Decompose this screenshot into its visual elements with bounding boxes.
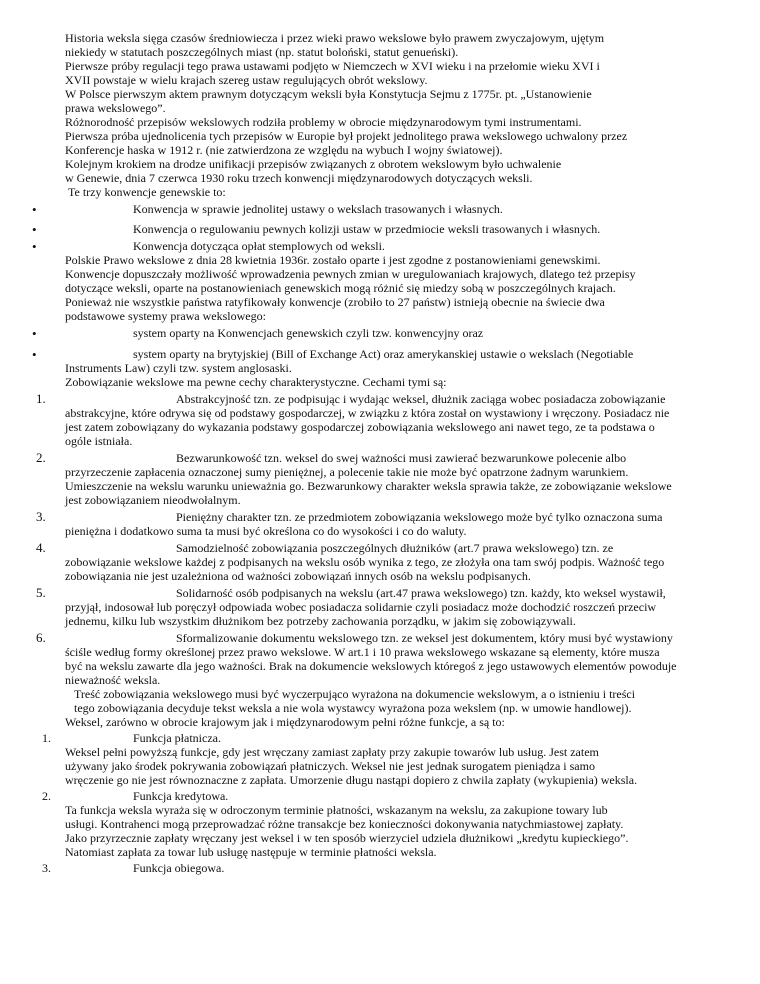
- feature-item: [0, 510, 760, 538]
- text-line: jest zatem zobowiązany do wykazania podstawy gospodarczej zobowiązania wekslowego ani nawet tego, ze ta podstawa o: [65, 420, 655, 434]
- feature-item: [0, 451, 760, 507]
- bullet-icon: •: [32, 239, 37, 254]
- text-line: używany jako środek pokrywania zobowiązań płatniczych. Weksel nie jest jednak surogatem pieniądza i samo: [65, 759, 595, 773]
- text-line: wręczenie go nie jest równoznaczne z zapłata. Umorzenie długu nastąpi dopiero z chwila zapłaty (wykupienia) weksla.: [65, 773, 638, 787]
- list-number: 4.: [36, 540, 46, 555]
- text-line: Ta funkcja weksla wyraża się w odroczonym terminie płatności, wskazanym na wekslu, za zakupione towary lub: [65, 803, 608, 817]
- text-line: Kolejnym krokiem na drodze unifikacji przepisów związanych z obrotem wekslowym było uchwalenie: [65, 157, 562, 171]
- intro-section: [0, 31, 760, 199]
- list-number: 3.: [42, 861, 51, 875]
- feature-first-line: Abstrakcyjność tzn. ze podpisując i wydając weksel, dłużnik zaciąga wobec posiadacza zobowiązanie: [176, 392, 666, 406]
- text-line: XVII powstaje w wielu krajach szereg ustaw regulujących obrót wekslowy.: [65, 73, 428, 87]
- text-line: Natomiast zapłata za towar lub usługę następuje w terminie płatności weksla.: [65, 845, 437, 859]
- text-line: abstrakcyjne, które odrywa się od podstawy gospodarczej, w związku z która został on wystawiony i wręczony. Posiadacz nie: [65, 406, 670, 420]
- feature-item: [0, 586, 760, 628]
- text-line: pieniężna i dodatkowo suma ta musi być określona co do wysokości i co do waluty.: [65, 524, 467, 538]
- feature-first-line: Samodzielność zobowiązania poszczególnych dłużników (art.7 prawa wekslowego) tzn. ze: [176, 541, 614, 555]
- list-number: 2.: [42, 789, 51, 803]
- text-line: tego zobowiązania decyduje tekst weksla a nie wola wystawcy wyrażona poza wekslem (np. w umowie handlowej).: [74, 701, 632, 715]
- feature-item: [0, 541, 760, 583]
- feature-first-line: Bezwarunkowość tzn. weksel do swej ważności musi zawierać bezwarunkowe polecenie albo: [176, 451, 627, 465]
- list-item-text-continued: Instruments Law) czyli tzw. system anglosaski.: [65, 361, 292, 375]
- text-line: Różnorodność przepisów wekslowych rodziła problemy w obrocie międzynarodowym tymi instrumentami.: [65, 115, 582, 129]
- text-line: Weksel, zarówno w obrocie krajowym jak i międzynarodowym pełni różne funkcje, a są to:: [65, 715, 505, 729]
- feature-item: [0, 631, 760, 687]
- text-line: usługi. Kontrahenci mogą przeprowadzać różne transakcje bez konieczności dokonywania natychmiastowej zapłaty.: [65, 817, 624, 831]
- text-line: podstawowe systemy prawa wekslowego:: [65, 309, 266, 323]
- function-title: Funkcja kredytowa.: [133, 789, 229, 803]
- feature-item: [0, 392, 760, 448]
- function-item: [0, 789, 760, 859]
- text-line: ogóle istniała.: [65, 434, 133, 448]
- text-line: prawa wekslowego”.: [65, 101, 166, 115]
- text-line: zobowiązania nie jest uzależniona od ważności zobowiązań innych osób na wekslu podpisanych.: [65, 569, 531, 583]
- text-line: jednemu, kilku lub wszystkim dłużnikom bez potrzeby zachowania porządku, w jakim się zobowiązywali.: [65, 614, 576, 628]
- function-item: [0, 731, 760, 787]
- list-item-text: system oparty na Konwencjach genewskich czyli tzw. konwencyjny oraz: [133, 326, 484, 340]
- text-line: dotyczące weksli, oparte na postanowieniach genewskich mogą różnić się miedzy sobą w poszczególnych krajach.: [65, 281, 616, 295]
- text-line: niekiedy w statutach poszczególnych miast (np. statut boloński, statut genueński).: [65, 45, 459, 59]
- text-line: Konferencje haska w 1912 r. (nie zatwierdzona ze względu na wybuch I wojny światowej).: [65, 143, 503, 157]
- document-page: [0, 31, 760, 875]
- text-line: Ponieważ nie wszystkie państwa ratyfikowały konwencje (zrobiło to 27 państw) istnieją obecnie na świecie dwa: [65, 295, 605, 309]
- list-number: 1.: [36, 391, 46, 406]
- list-item-text: Konwencja o regulowaniu pewnych kolizji ustaw w przedmiocie weksli trasowanych i własnych.: [133, 222, 601, 236]
- text-line: Te trzy konwencje genewskie to:: [68, 185, 226, 199]
- content-section: [0, 687, 760, 729]
- list-item: [0, 202, 760, 216]
- list-item-text: Konwencja dotycząca opłat stemplowych od weksli.: [133, 239, 385, 253]
- text-line: Historia weksla sięga czasów średniowiecza i przez wieki prawo wekslowe było prawem zwyczajowym, ujętym: [65, 31, 605, 45]
- text-line: zobowiązanie wekslowe każdej z podpisanych na wekslu osób wynika z tego, ze złożyła ona tam swój podpis. Ważność tego: [65, 555, 665, 569]
- systems-list: [0, 326, 760, 375]
- text-line: przyjął, indosował lub poręczył odpowiada wobec posiadacza solidarnie czyli posiadacz może dochodzić roszczeń przeciw: [65, 600, 657, 614]
- bullet-icon: •: [32, 347, 37, 362]
- text-line: Polskie Prawo wekslowe z dnia 28 kwietnia 1936r. zostało oparte i jest zgodne z postanowieniami genewskimi.: [65, 253, 601, 267]
- text-line: nieważność weksla.: [65, 673, 161, 687]
- feature-first-line: Solidarność osób podpisanych na wekslu (art.47 prawa wekslowego) tzn. każdy, kto weksel wystawił,: [176, 586, 666, 600]
- text-line: jest zobowiązaniem nieodwołalnym.: [65, 493, 241, 507]
- text-line: Konwencje dopuszczały możliwość wprowadzenia pewnych zmian w uregulowaniach krajowych, dlatego też przepisy: [65, 267, 636, 281]
- features-list: [0, 392, 760, 687]
- text-line: Umieszczenie na wekslu warunku unieważnia go. Bezwarunkowy charakter weksla sprawia także, ze zobowiązanie wekslowe: [65, 479, 672, 493]
- polish-law-section: [0, 253, 760, 323]
- list-number: 6.: [36, 630, 46, 645]
- list-number: 5.: [36, 585, 46, 600]
- text-line: ściśle według formy określonej przez prawo wekslowe. W art.1 i 10 prawa wekslowego wskazane są elementy, które musza: [65, 645, 660, 659]
- list-number: 1.: [42, 731, 51, 745]
- text-line: Treść zobowiązania wekslowego musi być wyczerpująco wyrażona na dokumencie wekslowym, a o istnieniu i treści: [74, 687, 636, 701]
- list-item-text: system oparty na brytyjskiej (Bill of Exchange Act) oraz amerykanskiej ustawie o wekslach (Negotiable: [133, 347, 634, 361]
- feature-first-line: Pieniężny charakter tzn. ze przedmiotem zobowiązania wekslowego może być tylko oznaczona suma: [176, 510, 663, 524]
- function-item: [0, 861, 760, 875]
- text-line: przyrzeczenie zapłacenia oznaczonej sumy pieniężnej, a polecenie takie nie może być opatrzone żadnym warunkiem.: [65, 465, 629, 479]
- functions-list: [0, 731, 760, 875]
- text-line: Weksel pełni powyższą funkcje, gdy jest wręczany zamiast zapłaty przy zakupie towarów lub usług. Jest zatem: [65, 745, 599, 759]
- list-item-text: Konwencja w sprawie jednolitej ustawy o wekslach trasowanych i własnych.: [133, 202, 503, 216]
- conventions-list: [0, 202, 760, 253]
- text-line: Jako przyrzecznie zapłaty wręczany jest weksel i w ten sposób wierzyciel udziela dłużnikowi „kredytu kupieckiego”.: [65, 831, 629, 845]
- list-number: 2.: [36, 450, 46, 465]
- text-line: w Genewie, dnia 7 czerwca 1930 roku trzech konwencji międzynarodowych dotyczących weksli.: [65, 171, 533, 185]
- bullet-icon: •: [32, 326, 37, 341]
- function-title: Funkcja płatnicza.: [133, 731, 221, 745]
- feature-first-line: Sformalizowanie dokumentu wekslowego tzn. ze weksel jest dokumentem, który musi być wystawiony: [176, 631, 673, 645]
- bullet-icon: •: [32, 222, 37, 237]
- list-item: [0, 222, 760, 236]
- text-line: Pierwsza próba ujednolicenia tych przepisów w Europie był projekt jednolitego prawa wekslowego uchwalony przez: [65, 129, 628, 143]
- text-line: Pierwsze próby regulacji tego prawa ustawami podjęto w Niemczech w XVI wieku i na przełomie wieku XVI i: [65, 59, 600, 73]
- text-line: być na wekslu zawarte dla jego ważności. Brak na dokumencie wekslowych któregoś z jego ustawowych elementów powoduje: [65, 659, 677, 673]
- bullet-icon: •: [32, 202, 37, 217]
- text-line: W Polsce pierwszym aktem prawnym dotyczącym weksli była Konstytucja Sejmu z 1775r. pt. „Ustanowienie: [65, 87, 592, 101]
- function-title: Funkcja obiegowa.: [133, 861, 225, 875]
- list-number: 3.: [36, 509, 46, 524]
- list-item: [0, 326, 760, 340]
- list-item: [0, 239, 760, 253]
- features-intro: Zobowiązanie wekslowe ma pewne cechy charakterystyczne. Cechami tymi są:: [65, 375, 447, 389]
- list-item: [0, 347, 760, 375]
